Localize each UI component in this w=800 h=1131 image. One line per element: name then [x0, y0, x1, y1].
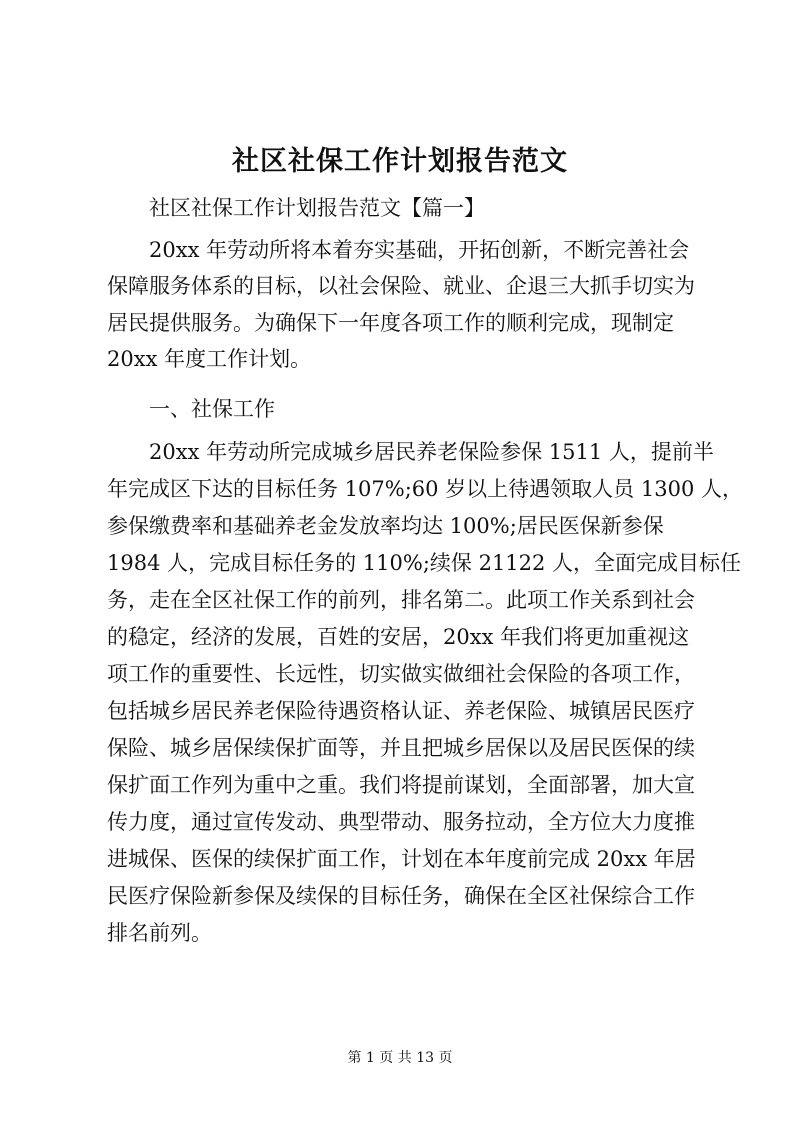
paragraph2-line-12: 进城保、医保的续保扩面工作，计划在本年度前完成 20xx 年居	[107, 847, 696, 871]
paragraph2-line-9: 保险、城乡居保续保扩面等，并且把城乡居保以及居民医保的续	[107, 736, 695, 760]
section-heading: 一、社保工作	[149, 397, 275, 421]
document-title: 社区社保工作计划报告范文	[232, 146, 568, 177]
page-footer: 第 1 页 共 13 页	[347, 1050, 453, 1066]
paragraph2-line-10: 保扩面工作列为重中之重。我们将提前谋划，全面部署，加大宣	[107, 773, 695, 797]
document-subtitle: 社区社保工作计划报告范文【篇一】	[149, 196, 485, 220]
paragraph1-line-3: 居民提供服务。为确保下一年度各项工作的顺利完成，现制定	[107, 311, 674, 335]
paragraph2-line-3: 参保缴费率和基础养老金发放率均达 100%;居民医保新参保	[107, 514, 664, 538]
paragraph2-line-1: 20xx 年劳动所完成城乡居民养老保险参保 1511 人，提前半	[149, 440, 714, 464]
paragraph2-line-13: 民医疗保险新参保及续保的目标任务，确保在全区社保综合工作	[107, 884, 695, 908]
paragraph1-line-1: 20xx 年劳动所将本着夯实基础，开拓创新，不断完善社会	[149, 238, 690, 262]
paragraph2-line-8: 包括城乡居民养老保险待遇资格认证、养老保险、城镇居民医疗	[107, 699, 695, 723]
paragraph1-line-4: 20xx 年度工作计划。	[107, 347, 312, 371]
paragraph2-line-7: 项工作的重要性、长远性，切实做实做细社会保险的各项工作，	[107, 662, 695, 686]
paragraph2-line-11: 传力度，通过宣传发动、典型带动、服务拉动，全方位大力度推	[107, 810, 695, 834]
paragraph2-line-6: 的稳定，经济的发展，百姓的安居，20xx 年我们将更加重视这	[107, 625, 690, 649]
paragraph1-line-2: 保障服务体系的目标，以社会保险、就业、企退三大抓手切实为	[107, 274, 695, 298]
paragraph2-line-2: 年完成区下达的目标任务 107%;60 岁以上待遇领取人员 1300 人，	[107, 477, 743, 501]
paragraph2-line-14: 排名前列。	[107, 921, 212, 945]
paragraph2-line-4: 1984 人，完成目标任务的 110%;续保 21122 人，全面完成目标任	[107, 551, 742, 575]
paragraph2-line-5: 务，走在全区社保工作的前列，排名第二。此项工作关系到社会	[107, 588, 695, 612]
